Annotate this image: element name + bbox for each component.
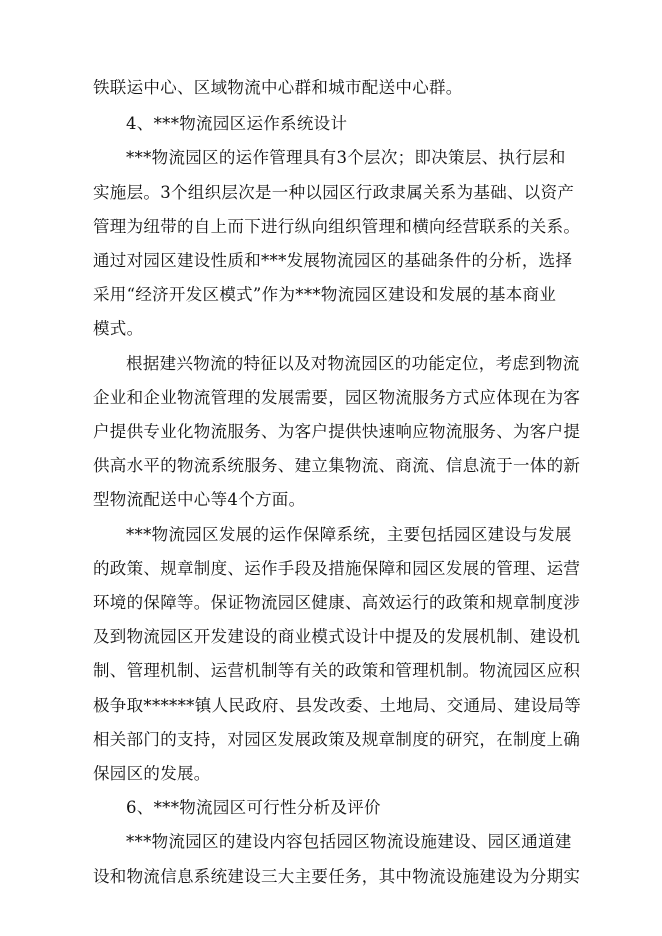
text-line: 保园区的发展。 — [93, 764, 211, 783]
text-line: 环境的保障等。保证物流园区健康、高效运行的政策和规章制度涉 — [93, 593, 581, 612]
section-heading: 4、***物流园区运作系统设计 — [126, 114, 348, 133]
text-line: 管理为纽带的自上而下进行纵向组织管理和横向经营联系的关系。 — [93, 217, 581, 236]
text-line: 铁联运中心、区域物流中心群和城市配送中心群。 — [93, 78, 463, 97]
text-line: 实施层。3个组织层次是一种以园区行政隶属关系为基础、以资产 — [93, 183, 575, 202]
text-line: 根据建兴物流的特征以及对物流园区的功能定位，考虑到物流 — [126, 354, 580, 373]
text-line: 相关部门的支持，对园区发展政策及规章制度的研究，在制度上确 — [93, 730, 581, 749]
text-line: 供高水平的物流系统服务、建立集物流、商流、信息流于一体的新 — [93, 456, 581, 475]
text-line: 设和物流信息系统建设三大主要任务，其中物流设施建设为分期实 — [93, 867, 581, 886]
text-line: ***物流园区的运作管理具有3个层次；即决策层、执行层和 — [126, 148, 566, 167]
text-line: ***物流园区发展的运作保障系统，主要包括园区建设与发展 — [126, 525, 572, 544]
text-line: 极争取******镇人民政府、县发改委、土地局、交通局、建设局等 — [93, 696, 582, 715]
text-line: 企业和企业物流管理的发展需要，园区物流服务方式应体现在为客 — [93, 388, 581, 407]
text-line: 采用“经济开发区模式”作为***物流园区建设和发展的基本商业 — [93, 285, 557, 304]
text-line: ***物流园区的建设内容包括园区物流设施建设、园区通道建 — [126, 832, 572, 851]
text-line: 的政策、规章制度、运作手段及措施保障和园区发展的管理、运营 — [93, 559, 581, 578]
section-heading: 6、***物流园区可行性分析及评价 — [126, 798, 381, 817]
text-line: 制、管理机制、运营机制等有关的政策和管理机制。物流园区应积 — [93, 661, 581, 680]
text-line: 及到物流园区开发建设的商业模式设计中提及的发展机制、建设机 — [93, 627, 581, 646]
text-line: 户提供专业化物流服务、为客户提供快速响应物流服务、为客户提 — [93, 422, 581, 441]
text-line: 通过对园区建设性质和***发展物流园区的基础条件的分析，选择 — [93, 251, 573, 270]
text-line: 模式。 — [93, 319, 144, 338]
text-line: 型物流配送中心等4个方面。 — [93, 490, 306, 509]
